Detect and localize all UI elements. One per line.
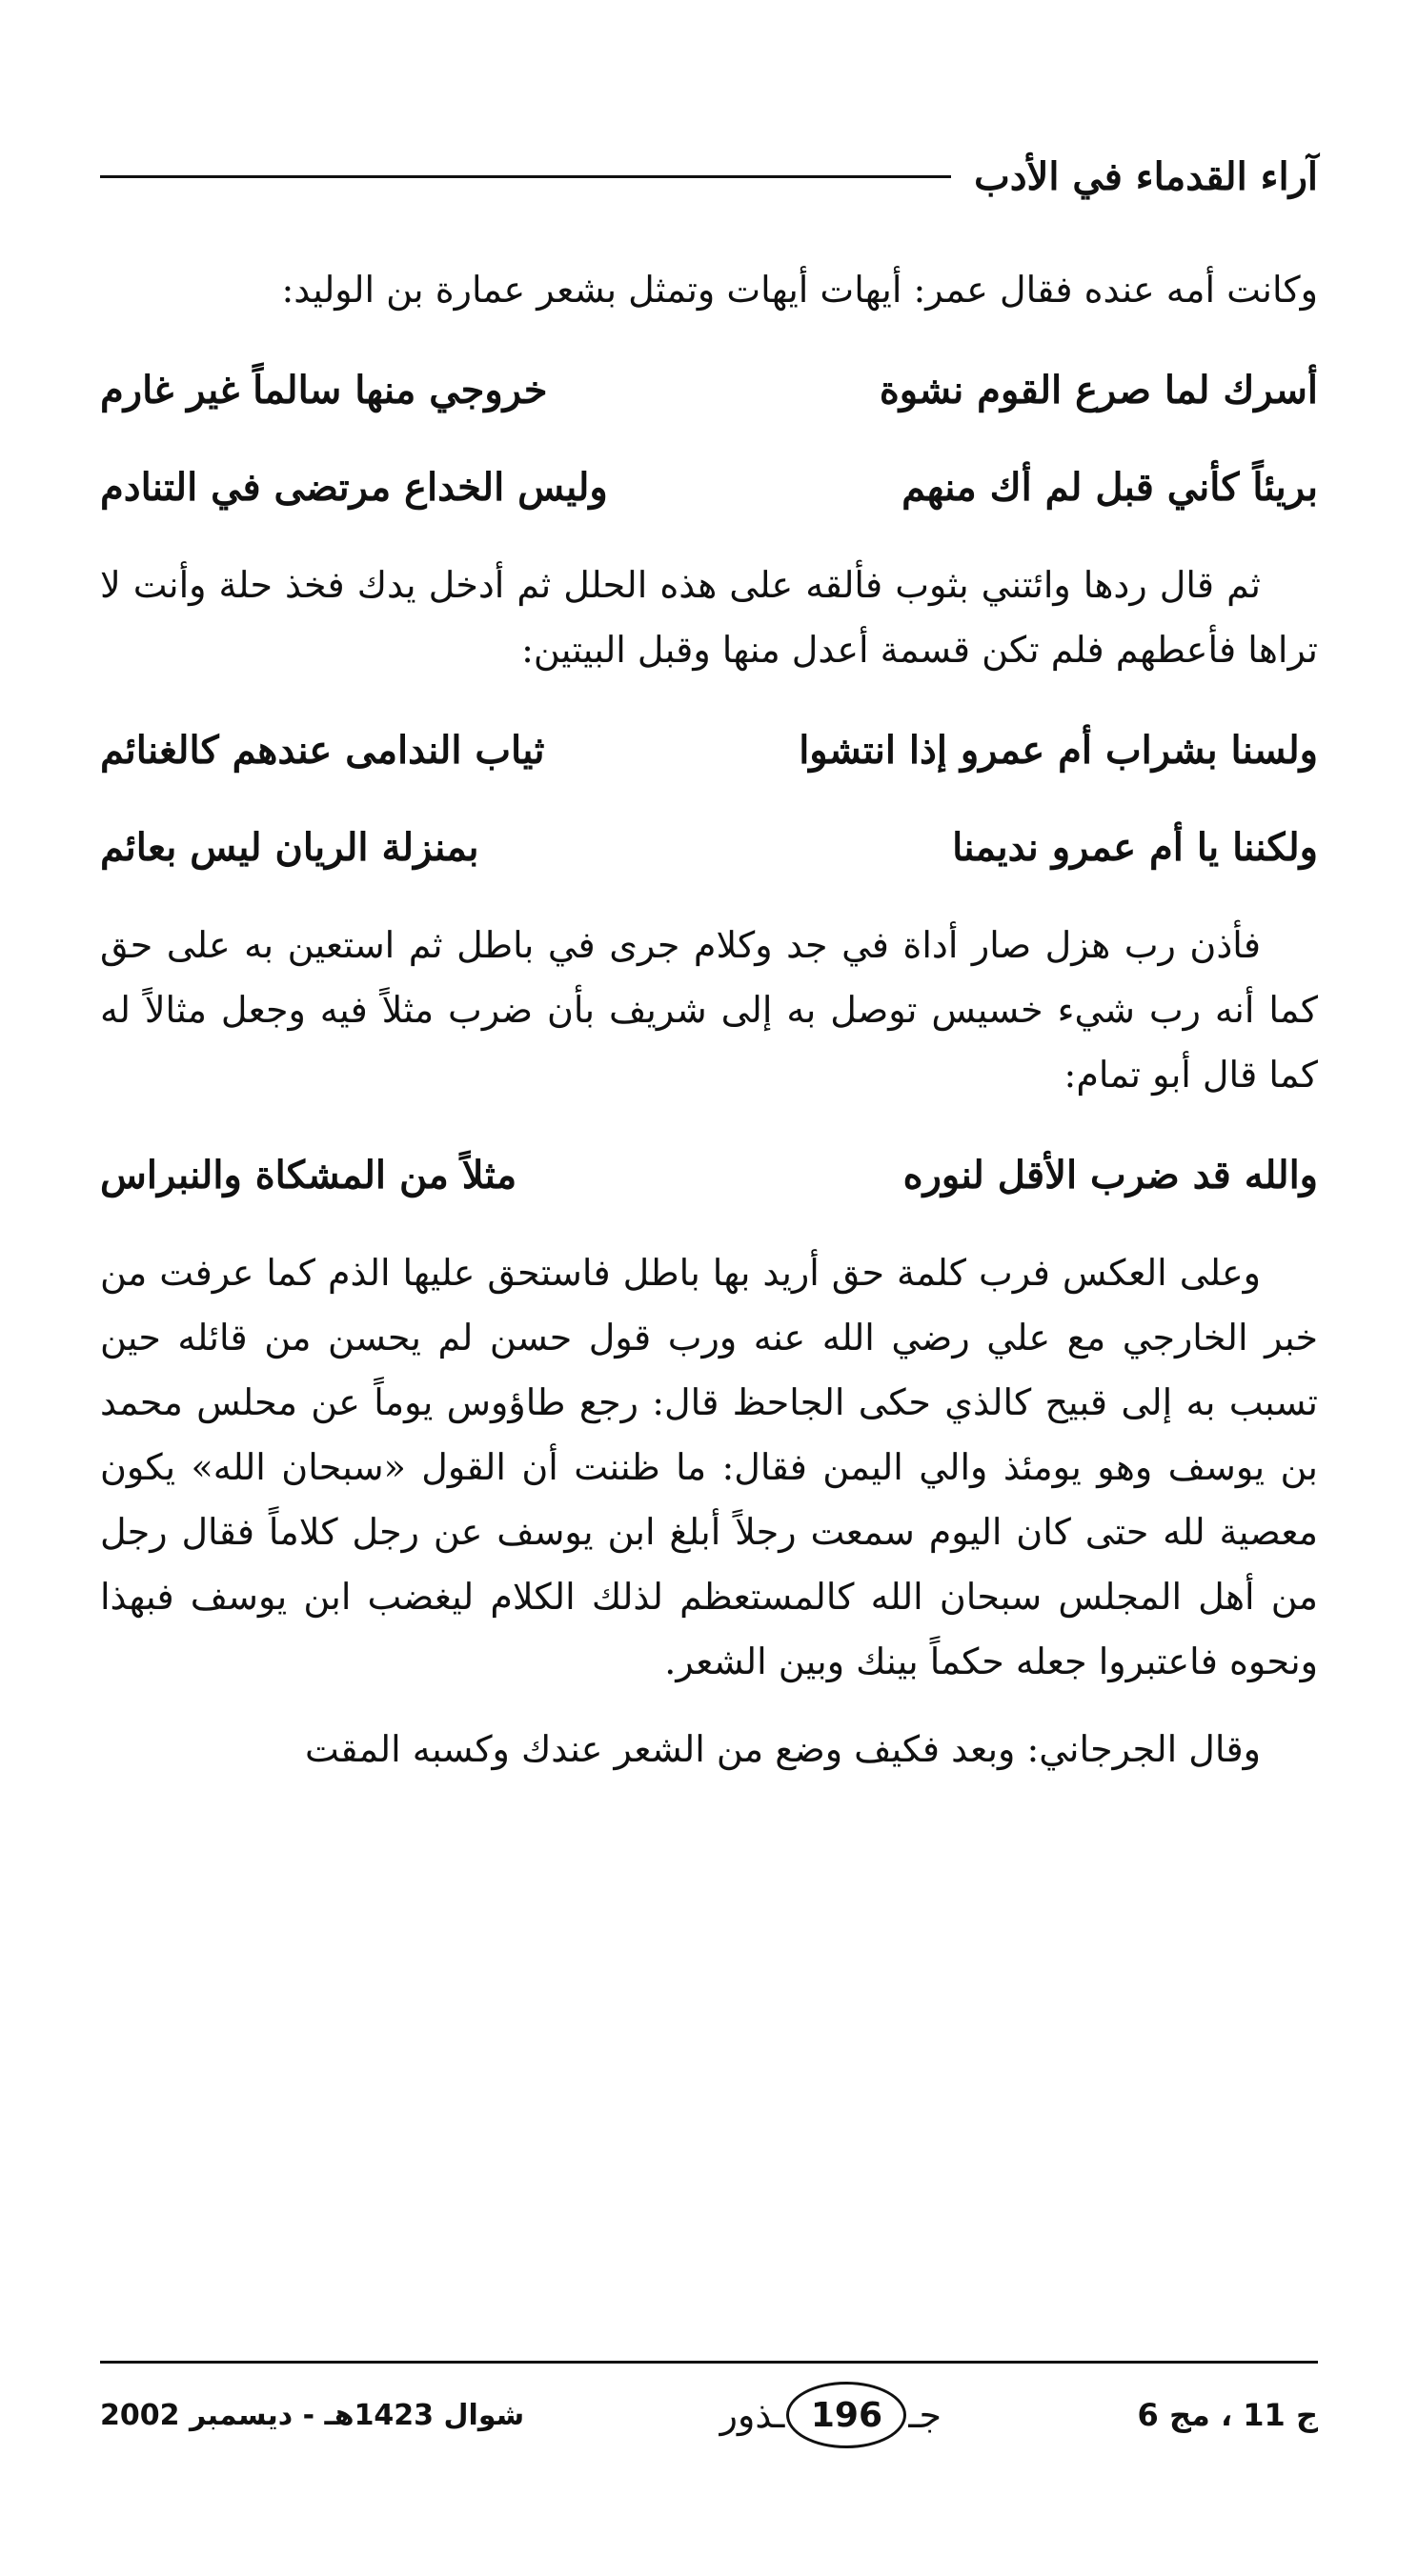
paragraph-4: وعلى العكس فرب كلمة حق أريد بها باطل فاستحق عليها الذم كما عرفت من خبر الخارجي مع علي رضي الله عنه ورب قول حسن لم يحسن من قائله حين تسبب به إلى قبيح كالذي حكى الجاحظ قال: رجع طاؤوس يوماً عن محلس محمد بن يوسف وهو يومئذ والي اليمن فقال: ما ظننت أن القول «سبحان الله» يكون معصية لله حتى كان اليوم سمعت رجلاً أبلغ ابن يوسف عن رجل كلاماً فقال رجل من أهل المجلس سبحان الله كالمستعظم لذلك الكلام ليغضب ابن يوسف فبهذا ونحوه فاعتبروا جعله حكماً بينك وبين الشعر. xyxy=(100,1252,1318,1682)
verse-line xyxy=(100,455,1318,520)
verse-hemistich-second: وليس الخداع مرتضى في التنادم xyxy=(100,465,608,510)
verse-block-1 xyxy=(100,358,1318,520)
verse-line xyxy=(100,718,1318,783)
issue-date: شوال 1423هـ - ديسمبر 2002 xyxy=(100,2398,525,2432)
page-number: 196 xyxy=(786,2382,906,2448)
verse-hemistich-first: ولسنا بشراب أم عمرو إذا انتشوا xyxy=(799,728,1318,773)
verse-block-2 xyxy=(100,718,1318,880)
journal-name-start: جـ xyxy=(908,2394,942,2436)
paragraph-2: ثم قال ردها وائتني بثوب فألقه على هذه الحلل ثم أدخل يدك فخذ حلة وأنت لا تراها فأعطهم فلم تكن قسمة أعدل منها وقبل البيتين: xyxy=(100,564,1318,671)
running-header xyxy=(100,143,1318,210)
paragraph-1: وكانت أمه عنده فقال عمر: أيهات أيهات وتمثل بشعر عمارة بن الوليد: xyxy=(281,269,1318,311)
page-footer xyxy=(100,2382,1318,2448)
verse-hemistich-first: بريئاً كأني قبل لم أك منهم xyxy=(901,465,1318,510)
page-body xyxy=(100,257,1318,1804)
running-title: آراء القدماء في الأدب xyxy=(974,153,1318,199)
verse-hemistich-first: ولكننا يا أم عمرو نديمنا xyxy=(952,825,1318,870)
journal-with-page-number xyxy=(717,2382,945,2448)
paragraph-5: وقال الجرجاني: وبعد فكيف وضع من الشعر عندك وكسبه المقت xyxy=(304,1728,1261,1770)
verse-hemistich-second: خروجي منها سالماً غير غارم xyxy=(100,368,548,413)
verse-line xyxy=(100,815,1318,880)
verse-line xyxy=(100,358,1318,423)
verse-hemistich-second: مثلاً من المشكاة والنبراس xyxy=(100,1153,517,1197)
verse-hemistich-first: أسرك لما صرع القوم نشوة xyxy=(879,368,1318,413)
paragraph-3: فأذن رب هزل صار أداة في جد وكلام جرى في باطل ثم استعين به على حق كما أنه رب شيء خسيس توصل به إلى شريف بأن ضرب مثلاً فيه وجعل مثالاً له كما قال أبو تمام: xyxy=(100,924,1318,1096)
verse-hemistich-first: والله قد ضرب الأقل لنوره xyxy=(902,1153,1318,1197)
verse-hemistich-second: ثياب الندامى عندهم كالغنائم xyxy=(100,728,545,773)
header-rule xyxy=(100,175,951,178)
verse-hemistich-second: بمنزلة الريان ليس بعائم xyxy=(100,825,479,870)
footer-rule xyxy=(100,2361,1318,2364)
verse-line xyxy=(100,1143,1318,1208)
issue-volume: ج 11 ، مج 6 xyxy=(1137,2397,1318,2433)
journal-name-end: ـذور xyxy=(719,2394,785,2436)
verse-block-3 xyxy=(100,1143,1318,1208)
